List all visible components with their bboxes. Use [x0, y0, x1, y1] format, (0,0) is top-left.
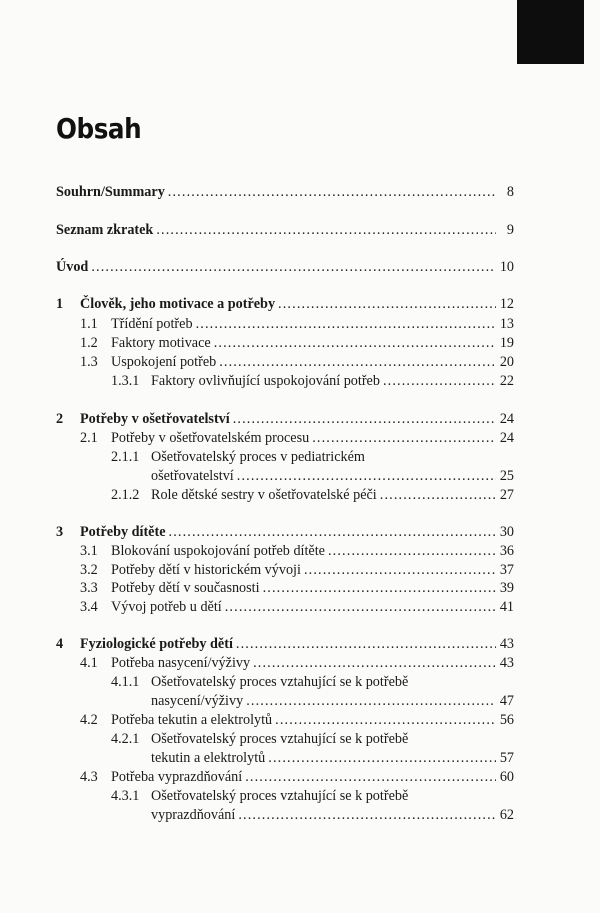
toc-entry-title: Potřeba tekutin a elektrolytů [111, 712, 273, 728]
toc-entry-number: 4 [56, 636, 64, 652]
dot-leader [380, 487, 496, 504]
toc-entry-number: 2.1.2 [111, 487, 140, 503]
dot-leader [328, 543, 496, 560]
toc-entry-page: 25 [499, 468, 514, 484]
toc-entry-page: 30 [499, 524, 514, 540]
toc-entry-page: 47 [499, 693, 514, 709]
toc-entry-number: 4.3.1 [111, 788, 140, 804]
toc-section-4-1[interactable] [80, 655, 514, 672]
toc-entry-page: 37 [499, 562, 514, 578]
toc-entry-page: 36 [499, 543, 514, 559]
dot-leader [238, 807, 496, 824]
toc-entry-number: 1 [56, 296, 64, 312]
toc-section-3-3[interactable] [80, 580, 514, 597]
toc-section-3-1[interactable] [80, 543, 514, 560]
toc-entry-title: Potřeba nasycení/výživy [111, 655, 251, 671]
toc-entry-page: 22 [499, 373, 514, 389]
toc-entry-title: Vývoj potřeb u dětí [111, 599, 222, 615]
toc-entry-title: Potřeby dítěte [80, 524, 166, 540]
toc-entry-title: vyprazdňování [151, 807, 236, 823]
toc-entry-page: 24 [499, 411, 514, 427]
toc-entry-number: 3.1 [80, 543, 98, 559]
toc-entry-page: 56 [499, 712, 514, 728]
toc-entry-page: 27 [499, 487, 514, 503]
toc-entry-abbreviations[interactable] [56, 222, 514, 239]
toc-entry-title-line1: Ošetřovatelský proces vztahující se k potřebě [151, 674, 409, 690]
toc-subsection-4-1-1[interactable] [151, 693, 514, 710]
toc-entry-title: Faktory ovlivňující uspokojování potřeb [151, 373, 380, 389]
dot-leader [169, 524, 496, 541]
dot-leader [237, 468, 496, 485]
dot-leader [245, 769, 496, 786]
dot-leader [304, 562, 496, 579]
toc-entry-number: 4.2.1 [111, 731, 140, 747]
toc-entry-title: Třídění potřeb [111, 316, 193, 332]
dot-leader [263, 580, 496, 597]
toc-entry-page: 24 [499, 430, 514, 446]
toc-entry-number: 4.2 [80, 712, 98, 728]
dot-leader [91, 259, 495, 276]
toc-entry-page: 43 [499, 636, 514, 652]
toc-entry-title: Úvod [56, 259, 89, 275]
toc-entry-title: Potřeba vyprazdňování [111, 769, 243, 785]
dot-leader [275, 712, 496, 729]
dot-leader [246, 693, 496, 710]
toc-subsection-2-1-2[interactable] [111, 487, 514, 504]
dot-leader [236, 636, 496, 653]
dot-leader [233, 411, 496, 428]
toc-entry-title: Souhrn/Summary [56, 184, 165, 200]
toc-entry-title: Potřeby dětí v současnosti [111, 580, 260, 596]
toc-section-3-4[interactable] [80, 599, 514, 616]
toc-entry-page: 9 [506, 222, 514, 238]
toc-entry-page: 12 [499, 296, 514, 312]
toc-entry-page: 62 [499, 807, 514, 823]
page-title: Obsah [56, 112, 142, 145]
dot-leader [268, 750, 496, 767]
dot-leader [219, 354, 496, 371]
toc-entry-title-line1: Ošetřovatelský proces vztahující se k potřebě [151, 788, 409, 804]
toc-entry-number: 3.2 [80, 562, 98, 578]
toc-entry-page: 8 [506, 184, 514, 200]
toc-entry-page: 60 [499, 769, 514, 785]
dot-leader [168, 184, 496, 201]
toc-section-3-2[interactable] [80, 562, 514, 579]
dot-leader [214, 335, 496, 352]
toc-entry-number: 3.3 [80, 580, 98, 596]
toc-entry-title: Člověk, jeho motivace a potřeby [80, 296, 276, 312]
dot-leader [312, 430, 496, 447]
dot-leader [156, 222, 496, 239]
toc-section-2-1[interactable] [80, 430, 514, 447]
toc-chapter-4[interactable] [56, 636, 514, 653]
toc-entry-title: Potřeby v ošetřovatelském procesu [111, 430, 310, 446]
toc-entry-summary[interactable] [56, 184, 514, 201]
dot-leader [383, 373, 496, 390]
toc-entry-number: 4.3 [80, 769, 98, 785]
toc-entry-title: Blokování uspokojování potřeb dítěte [111, 543, 325, 559]
toc-entry-number: 1.3 [80, 354, 98, 370]
toc-chapter-1[interactable] [56, 296, 514, 313]
toc-entry-number: 3 [56, 524, 64, 540]
toc-entry-number: 1.1 [80, 316, 98, 332]
toc-section-1-1[interactable] [80, 316, 514, 333]
toc-section-1-3[interactable] [80, 354, 514, 371]
toc-entry-title: nasycení/výživy [151, 693, 244, 709]
toc-entry-title: Potřeby dětí v historickém vývoji [111, 562, 301, 578]
toc-section-1-2[interactable] [80, 335, 514, 352]
dot-leader [196, 316, 496, 333]
toc-chapter-2[interactable] [56, 411, 514, 428]
dot-leader [253, 655, 496, 672]
toc-chapter-3[interactable] [56, 524, 514, 541]
toc-entry-title-line1: Ošetřovatelský proces v pediatrickém [151, 449, 365, 465]
toc-entry-number: 2.1.1 [111, 449, 140, 465]
toc-entry-page: 20 [499, 354, 514, 370]
toc-subsection-2-1-1-line1[interactable] [111, 449, 365, 466]
toc-subsection-4-2-1-line1[interactable] [111, 731, 408, 748]
toc-entry-page: 13 [499, 316, 514, 332]
toc-entry-page: 39 [499, 580, 514, 596]
toc-section-4-3[interactable] [80, 769, 514, 786]
toc-entry-title: Potřeby v ošetřovatelství [80, 411, 230, 427]
toc-subsection-2-1-1[interactable] [151, 468, 514, 485]
toc-subsection-4-2-1[interactable] [151, 750, 514, 767]
toc-section-4-2[interactable] [80, 712, 514, 729]
toc-entry-title: Role dětské sestry v ošetřovatelské péči [151, 487, 377, 503]
toc-entry-title-line1: Ošetřovatelský proces vztahující se k potřebě [151, 731, 409, 747]
toc-subsection-4-3-1[interactable] [151, 807, 514, 824]
toc-entry-title: Fyziologické potřeby dětí [80, 636, 233, 652]
toc-subsection-1-3-1[interactable] [111, 373, 514, 390]
toc-entry-title: Uspokojení potřeb [111, 354, 217, 370]
toc-entry-page: 41 [499, 599, 514, 615]
toc-entry-page: 19 [499, 335, 514, 351]
toc-entry-number: 1.3.1 [111, 373, 140, 389]
toc-entry-number: 4.1.1 [111, 674, 140, 690]
toc-subsection-4-1-1-line1[interactable] [111, 674, 408, 691]
dot-leader [278, 296, 496, 313]
toc-entry-number: 3.4 [80, 599, 98, 615]
toc-entry-number: 2.1 [80, 430, 98, 446]
dot-leader [225, 599, 496, 616]
toc-entry-title: Faktory motivace [111, 335, 211, 351]
toc-entry-title: ošetřovatelství [151, 468, 234, 484]
toc-entry-title: tekutin a elektrolytů [151, 750, 266, 766]
toc-entry-introduction[interactable] [56, 259, 514, 276]
toc-entry-page: 10 [499, 259, 514, 275]
toc-entry-title: Seznam zkratek [56, 222, 154, 238]
toc-entry-number: 2 [56, 411, 64, 427]
toc-entry-page: 57 [499, 750, 514, 766]
toc-entry-number: 1.2 [80, 335, 98, 351]
toc-subsection-4-3-1-line1[interactable] [111, 788, 408, 805]
toc-entry-page: 43 [499, 655, 514, 671]
toc-entry-number: 4.1 [80, 655, 98, 671]
